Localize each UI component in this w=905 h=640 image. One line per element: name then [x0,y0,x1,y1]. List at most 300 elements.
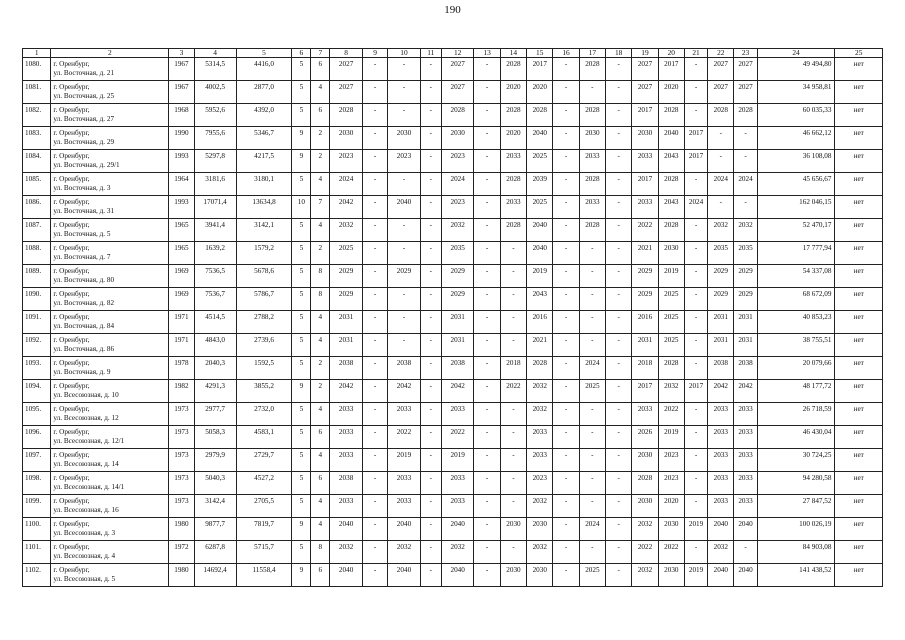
table-cell: 2019 [527,265,553,288]
table-cell: 4527,2 [236,472,292,495]
table-cell: 2028 [708,104,734,127]
column-number: 20 [658,49,684,58]
address-cell [51,380,169,403]
address-city: г. Оренбург, [53,60,90,68]
address-street: ул. Восточная, д. 25 [53,91,115,100]
flag-cell: нет [835,311,883,334]
table-cell: 4392,0 [236,104,292,127]
column-number: 9 [362,49,387,58]
table-cell: - [420,288,441,311]
column-number: 15 [527,49,553,58]
table-cell: 2040 [658,127,684,150]
table-cell: 5 [292,541,311,564]
table-cell: 5 [292,403,311,426]
table-cell: 2033 [500,196,526,219]
table-cell: - [362,196,387,219]
table-cell: 2028 [527,357,553,380]
table-cell: - [708,196,734,219]
table-cell: - [684,58,707,81]
table-cell: 2032 [734,219,757,242]
flag-cell: нет [835,81,883,104]
table-cell: - [606,472,632,495]
table-cell: - [362,357,387,380]
table-cell: 2038 [441,357,474,380]
table-cell: 3855,2 [236,380,292,403]
address-city: г. Оренбург, [53,175,90,183]
column-number: 14 [500,49,526,58]
table-cell: 1968 [169,104,194,127]
table-cell: - [474,311,500,334]
table-cell: 2022 [388,426,421,449]
table-cell: 2040 [388,196,421,219]
table-cell: 2040 [441,518,474,541]
address-cell [51,449,169,472]
table-cell: - [500,265,526,288]
table-cell: 1982 [169,380,194,403]
table-cell: 2033 [579,150,605,173]
flag-cell: нет [835,173,883,196]
table-cell: - [553,58,579,81]
table-cell: 2027 [632,58,658,81]
table-cell: 2031 [734,334,757,357]
table-cell: 2022 [658,403,684,426]
table-cell: 2042 [330,380,363,403]
cost-cell: 49 494,80 [757,58,835,81]
row-number: 1089. [23,265,51,288]
column-number: 24 [757,49,835,58]
address-city: г. Оренбург, [53,405,90,413]
table-cell: 4 [311,495,330,518]
table-cell: - [420,403,441,426]
table-cell: - [388,81,421,104]
table-cell: 1639,2 [194,242,236,265]
address-street: ул. Всесоюзная, д. 3 [53,528,116,537]
table-cell: 2030 [632,127,658,150]
table-cell: - [553,564,579,587]
table-cell: 2040 [734,518,757,541]
table-cell: - [606,403,632,426]
table-cell: 2029 [330,265,363,288]
table-cell: 1592,5 [236,357,292,380]
table-cell: 2033 [330,495,363,518]
table-cell: 4217,5 [236,150,292,173]
page-number: 190 [444,4,461,16]
table-cell: 2705,5 [236,495,292,518]
table-cell: 14692,4 [194,564,236,587]
table-cell: 2030 [388,127,421,150]
table-cell: 3180,1 [236,173,292,196]
table-cell: 2019 [658,265,684,288]
address-city: г. Оренбург, [53,451,90,459]
address-street: ул. Восточная, д. 86 [53,344,115,353]
table-cell: 2033 [632,196,658,219]
table-cell: 2032 [527,403,553,426]
address-cell [51,564,169,587]
table-cell: 2038 [708,357,734,380]
table-cell: 7819,7 [236,518,292,541]
table-cell: - [579,334,605,357]
row-number: 1102. [23,564,51,587]
table-cell: 5058,3 [194,426,236,449]
address-city: г. Оренбург, [53,83,90,91]
table-cell: - [553,426,579,449]
address-street: ул. Восточная, д. 5 [53,229,111,238]
table-cell: 4002,5 [194,81,236,104]
row-number: 1098. [23,472,51,495]
table-cell: 2021 [632,242,658,265]
table-cell: - [553,81,579,104]
table-cell: 2033 [632,403,658,426]
table-cell: 2019 [684,564,707,587]
table-cell: 4583,1 [236,426,292,449]
table-cell: 2977,7 [194,403,236,426]
table-cell: 4 [311,449,330,472]
table-cell: 2028 [658,173,684,196]
table-cell: 2729,7 [236,449,292,472]
table-cell: - [579,81,605,104]
table-row [23,518,883,541]
table-cell: 2029 [734,288,757,311]
table-row [23,104,883,127]
address-street: ул. Восточная, д. 21 [53,68,115,77]
table-cell: 5715,7 [236,541,292,564]
table-cell: 2 [311,242,330,265]
table-cell: 2028 [579,104,605,127]
table-cell: 2028 [579,219,605,242]
cost-cell: 27 847,52 [757,495,835,518]
table-cell: 5786,7 [236,288,292,311]
table-cell: 2030 [658,518,684,541]
column-number: 3 [169,49,194,58]
table-cell: 4 [311,81,330,104]
table-cell: 2019 [684,518,707,541]
table-cell: 2033 [441,495,474,518]
table-row [23,380,883,403]
table-cell: 1972 [169,541,194,564]
table-cell: 2029 [441,265,474,288]
table-cell: 2017 [684,127,707,150]
table-cell: 2040 [388,518,421,541]
table-cell: 2026 [632,426,658,449]
table-cell: - [553,288,579,311]
table-cell: - [579,288,605,311]
table-cell: 2027 [330,81,363,104]
table-cell: - [553,104,579,127]
table-cell: - [684,311,707,334]
table-cell: 2033 [388,495,421,518]
table-cell: 2033 [708,472,734,495]
flag-cell: нет [835,495,883,518]
table-cell: 2021 [527,334,553,357]
table-cell: 2030 [632,449,658,472]
table-cell: 2031 [708,311,734,334]
table-cell: 9 [292,564,311,587]
row-number: 1091. [23,311,51,334]
table-cell: - [388,219,421,242]
table-cell: - [606,449,632,472]
table-cell: 2042 [708,380,734,403]
table-cell: 2018 [632,357,658,380]
table-cell: - [362,541,387,564]
table-cell: 2029 [708,288,734,311]
table-cell: 1990 [169,127,194,150]
table-cell: - [474,58,500,81]
table-cell: - [606,426,632,449]
table-cell: 2024 [708,173,734,196]
table-row [23,58,883,81]
table-cell: 2031 [330,334,363,357]
table-cell: 2030 [658,564,684,587]
table-cell: 2033 [708,495,734,518]
table-row [23,495,883,518]
table-cell: - [734,541,757,564]
column-number: 23 [734,49,757,58]
table-cell: 2029 [632,288,658,311]
table-cell: - [362,380,387,403]
table-cell: 2032 [330,219,363,242]
table-cell: - [708,150,734,173]
table-cell: 2017 [632,173,658,196]
table-cell: 2040 [708,564,734,587]
table-cell: - [734,127,757,150]
table-cell: 13634,8 [236,196,292,219]
table-cell: 2032 [632,518,658,541]
table-cell: - [474,518,500,541]
table-cell: 2040 [527,242,553,265]
table-cell: - [684,449,707,472]
table-cell: - [684,426,707,449]
table-cell: 2029 [388,265,421,288]
table-cell: 2028 [527,104,553,127]
table-cell: - [606,288,632,311]
table-cell: 2029 [632,265,658,288]
table-cell: 2035 [441,242,474,265]
cost-cell: 52 470,17 [757,219,835,242]
table-cell: - [474,196,500,219]
row-number: 1088. [23,242,51,265]
table-cell: 10 [292,196,311,219]
table-cell: 1967 [169,58,194,81]
cost-cell: 162 046,15 [757,196,835,219]
table-cell: 5346,7 [236,127,292,150]
table-cell: - [553,173,579,196]
table-cell: - [474,380,500,403]
table-cell: 2033 [330,426,363,449]
table-cell: - [420,357,441,380]
table-cell: 2031 [632,334,658,357]
address-cell [51,403,169,426]
table-cell: - [553,242,579,265]
table-cell: 2033 [500,150,526,173]
table-cell: - [388,288,421,311]
table-cell: - [420,472,441,495]
table-cell: 9 [292,127,311,150]
table-cell: 5678,6 [236,265,292,288]
table-cell: - [388,311,421,334]
table-cell: - [500,495,526,518]
address-city: г. Оренбург, [53,267,90,275]
table-cell: 2 [311,127,330,150]
flag-cell: нет [835,518,883,541]
address-city: г. Оренбург, [53,474,90,482]
table-cell: 2028 [658,104,684,127]
table-cell: 2028 [632,472,658,495]
address-cell [51,104,169,127]
table-cell: - [553,518,579,541]
table-cell: - [474,472,500,495]
table-cell: 2031 [330,311,363,334]
table-cell: - [362,472,387,495]
table-cell: 2032 [527,541,553,564]
flag-cell: нет [835,403,883,426]
table-cell: 2029 [734,265,757,288]
table-cell: 2023 [441,196,474,219]
table-cell: 1973 [169,449,194,472]
address-street: ул. Всесоюзная, д. 12/1 [53,436,125,445]
table-cell: 2033 [632,150,658,173]
address-street: ул. Восточная, д. 3 [53,183,111,192]
table-cell: 2040 [527,219,553,242]
table-cell: 2040 [388,564,421,587]
table-cell: 7536,7 [194,288,236,311]
table-cell: - [553,334,579,357]
column-number: 21 [684,49,707,58]
table-cell: 4 [311,334,330,357]
table-cell: 2019 [658,426,684,449]
table-cell: - [420,449,441,472]
address-street: ул. Всесоюзная, д. 14/1 [53,482,125,491]
table-cell: 2042 [330,196,363,219]
column-number: 18 [606,49,632,58]
table-cell: 5 [292,104,311,127]
table-cell: 2033 [734,472,757,495]
table-cell: - [420,518,441,541]
table-cell: 2022 [632,219,658,242]
cost-cell: 84 903,08 [757,541,835,564]
cost-cell: 40 853,23 [757,311,835,334]
address-cell [51,58,169,81]
table-cell: 2027 [708,58,734,81]
table-cell: - [579,403,605,426]
row-number: 1096. [23,426,51,449]
address-city: г. Оренбург, [53,566,90,574]
table-cell: 5 [292,449,311,472]
table-cell: - [606,242,632,265]
address-cell [51,219,169,242]
table-cell: - [420,104,441,127]
table-cell: 2032 [441,219,474,242]
table-cell: 2033 [708,403,734,426]
table-row [23,311,883,334]
address-cell [51,495,169,518]
table-cell: - [362,150,387,173]
flag-cell: нет [835,472,883,495]
table-cell: 1993 [169,196,194,219]
table-cell: 2033 [527,426,553,449]
table-cell: - [474,81,500,104]
table-cell: 2033 [527,449,553,472]
cost-cell: 48 177,72 [757,380,835,403]
cost-cell: 38 755,51 [757,334,835,357]
table-cell: 2032 [708,541,734,564]
table-cell: - [362,173,387,196]
column-number: 16 [553,49,579,58]
table-cell: 2877,0 [236,81,292,104]
flag-cell: нет [835,564,883,587]
table-cell: 8 [311,541,330,564]
table-cell: 7 [311,196,330,219]
table-cell: 11558,4 [236,564,292,587]
table-cell: 5040,3 [194,472,236,495]
table-cell: 2032 [527,380,553,403]
flag-cell: нет [835,196,883,219]
table-cell: 2027 [734,58,757,81]
cost-cell: 30 724,25 [757,449,835,472]
table-cell: 2017 [684,380,707,403]
table-cell: - [474,426,500,449]
table-cell: 3142,1 [236,219,292,242]
table-cell: 2039 [527,173,553,196]
table-row [23,127,883,150]
address-street: ул. Всесоюзная, д. 12 [53,413,119,422]
table-cell: 4 [311,219,330,242]
table-cell: 2 [311,150,330,173]
table-cell: - [684,265,707,288]
table-cell: 2028 [734,104,757,127]
table-cell: 2019 [441,449,474,472]
table-cell: - [684,104,707,127]
table-cell: 2020 [527,81,553,104]
table-cell: - [362,81,387,104]
table-cell: 2040 [734,564,757,587]
column-number-row [23,49,883,58]
table-cell: - [606,380,632,403]
table-cell: 2028 [500,58,526,81]
flag-cell: нет [835,265,883,288]
table-cell: - [606,173,632,196]
table-cell: 2023 [527,472,553,495]
table-cell: - [684,357,707,380]
table-cell: 2027 [441,58,474,81]
address-cell [51,81,169,104]
row-number: 1090. [23,288,51,311]
table-cell: 2030 [527,564,553,587]
table-cell: 5 [292,472,311,495]
cost-cell: 46 430,04 [757,426,835,449]
table-cell: - [474,104,500,127]
register-table [22,48,883,587]
table-cell: - [606,518,632,541]
table-cell: 2029 [441,288,474,311]
table-row [23,472,883,495]
table-cell: 5 [292,495,311,518]
table-cell: 2043 [658,196,684,219]
table-cell: - [684,173,707,196]
table-cell: - [500,242,526,265]
flag-cell: нет [835,334,883,357]
table-cell: 2028 [500,173,526,196]
table-cell: 1971 [169,311,194,334]
table-cell: 5 [292,242,311,265]
address-street: ул. Всесоюзная, д. 4 [53,551,116,560]
table-cell: - [579,426,605,449]
table-cell: - [500,403,526,426]
table-cell: 2020 [658,495,684,518]
table-cell: 5 [292,334,311,357]
table-cell: 5952,6 [194,104,236,127]
address-city: г. Оренбург, [53,129,90,137]
address-street: ул. Восточная, д. 29/1 [53,160,120,169]
